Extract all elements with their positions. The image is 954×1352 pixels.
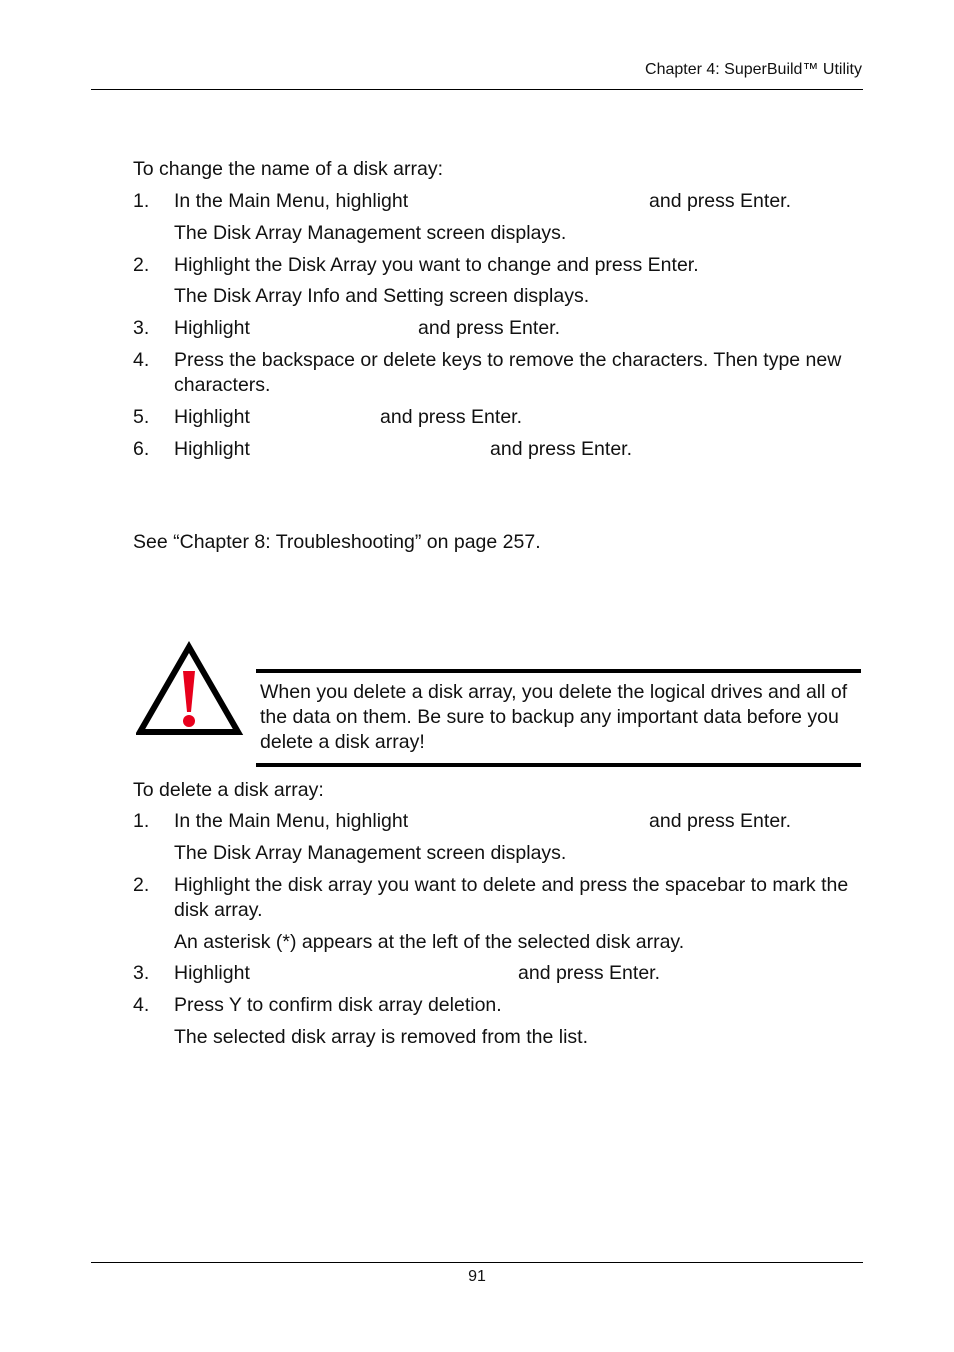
rename-step-3-after: and press Enter. <box>418 317 561 339</box>
rename-step-6-before: Highlight <box>174 438 250 460</box>
delete-step-1-result: The Disk Array Management screen displays. <box>174 842 567 864</box>
rename-step-2-result: The Disk Array Info and Setting screen displays. <box>174 285 590 307</box>
delete-step-4-number: 4. <box>133 994 150 1016</box>
header-rule <box>91 89 863 90</box>
warning-text: When you delete a disk array, you delete the logical drives and all of the data on them. Be sure to backup any important data before you delete a disk array! <box>260 681 848 753</box>
rename-step-1-after: and press Enter. <box>649 190 792 212</box>
delete-step-4-text: Press Y to confirm disk array deletion. <box>174 994 502 1016</box>
rename-step-2-number: 2. <box>133 254 150 276</box>
rename-step-4-text: Press the backspace or delete keys to remove the characters. Then type new characters. <box>174 349 842 396</box>
rename-step-1-before: In the Main Menu, highlight <box>174 190 409 212</box>
page-number: 91 <box>468 1268 486 1285</box>
rename-step-3-before: Highlight <box>174 317 250 339</box>
warning-top-rule <box>256 669 861 673</box>
footer-rule <box>91 1262 863 1263</box>
rename-step-1-number: 1. <box>133 190 150 212</box>
running-header: Chapter 4: SuperBuild™ Utility <box>645 61 862 78</box>
rename-step-4-number: 4. <box>133 349 150 371</box>
warning-icon <box>136 641 244 737</box>
rename-step-5-after: and press Enter. <box>380 406 523 428</box>
delete-step-2-result: An asterisk (*) appears at the left of the selected disk array. <box>174 931 685 953</box>
delete-step-3-number: 3. <box>133 962 150 984</box>
delete-step-3-after: and press Enter. <box>518 962 661 984</box>
delete-step-2-number: 2. <box>133 874 150 896</box>
delete-step-1-before: In the Main Menu, highlight <box>174 810 409 832</box>
delete-step-1-after: and press Enter. <box>649 810 792 832</box>
delete-step-2-text: Highlight the disk array you want to delete and press the spacebar to mark the disk array. <box>174 874 849 921</box>
rename-step-1-result: The Disk Array Management screen displays. <box>174 222 567 244</box>
delete-step-1-number: 1. <box>133 810 150 832</box>
see-also-reference: See “Chapter 8: Troubleshooting” on page 257. <box>133 531 541 553</box>
delete-intro: To delete a disk array: <box>133 779 324 801</box>
warning-bottom-rule <box>256 763 861 767</box>
rename-intro: To change the name of a disk array: <box>133 158 444 180</box>
rename-step-3-number: 3. <box>133 317 150 339</box>
rename-step-5-number: 5. <box>133 406 150 428</box>
rename-step-6-number: 6. <box>133 438 150 460</box>
rename-step-5-before: Highlight <box>174 406 250 428</box>
rename-step-2-text: Highlight the Disk Array you want to change and press Enter. <box>174 254 699 276</box>
rename-step-6-after: and press Enter. <box>490 438 633 460</box>
delete-step-3-before: Highlight <box>174 962 250 984</box>
delete-step-4-result: The selected disk array is removed from the list. <box>174 1026 588 1048</box>
